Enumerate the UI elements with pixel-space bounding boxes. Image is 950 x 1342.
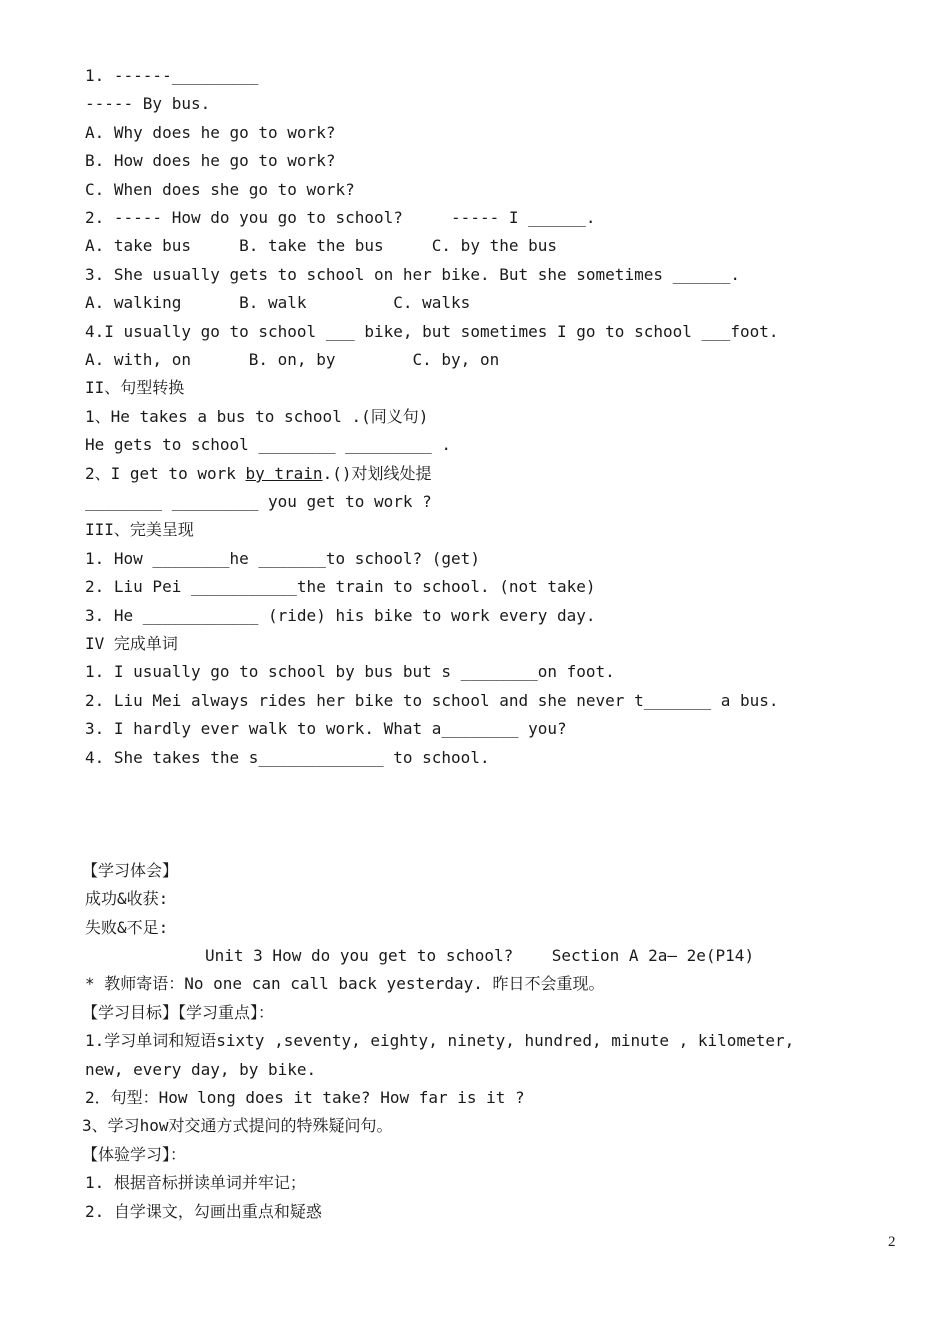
section-3-item-3: 3. He ____________ (ride) his bike to work every day. — [85, 606, 596, 625]
goal-1: 1.学习单词和短语sixty ,seventy, eighty, ninety, hundred, minute , kilometer, — [85, 1031, 795, 1050]
underlined-phrase: by train — [245, 464, 323, 483]
section-3-item-1: 1. How ________he _______to school? (get) — [85, 549, 480, 568]
goals-heading: 【学习目标】【学习重点】： — [82, 1003, 275, 1022]
page-number: 2 — [888, 1234, 896, 1250]
exercise-4: 4.I usually go to school ___ bike, but sometimes I go to school ___foot. — [85, 322, 779, 341]
section-2-item-2-suffix: .()对划线处提 — [322, 464, 432, 483]
reflection-failure: 失败&不足: — [85, 918, 169, 937]
exercise-2: 2. ----- How do you go to school? ----- I ______. — [85, 208, 596, 227]
exercise-1-option-b: B. How does he go to work? — [85, 151, 336, 170]
exercise-1-option-a: A. Why does he go to work? — [85, 123, 336, 142]
section-4-item-4: 4. She takes the s_____________ to school. — [85, 748, 490, 767]
section-2-item-1-blank: He gets to school ________ _________ . — [85, 435, 452, 454]
section-2-item-2-prefix: 2、I get to work — [85, 464, 246, 483]
section-2-item-1: 1、He takes a bus to school .(同义句) — [85, 407, 429, 426]
section-2-item-2 — [85, 464, 431, 484]
section-3-heading: III、完美呈现 — [85, 520, 194, 539]
exercise-1-answer: ----- By bus. — [85, 94, 211, 113]
experience-item-2: 2. 自学课文，勾画出重点和疑惑 — [85, 1202, 322, 1221]
goal-1-continued: new, every day, by bike. — [85, 1060, 317, 1079]
experience-heading: 【体验学习】： — [82, 1145, 187, 1164]
section-2-item-2-blank: ________ _________ you get to work ? — [85, 492, 432, 511]
teacher-note: * 教师寄语：No one can call back yesterday. 昨日不会重现。 — [85, 974, 605, 993]
exercise-1-option-c: C. When does she go to work? — [85, 180, 355, 199]
section-2-heading: II、句型转换 — [85, 378, 185, 397]
reflection-success: 成功&收获: — [85, 889, 169, 908]
section-4-item-3: 3. I hardly ever walk to work. What a________ you? — [85, 719, 567, 738]
goal-3: 3、学习how对交通方式提问的特殊疑问句。 — [82, 1116, 393, 1135]
goal-2: 2．句型：How long does it take? How far is it ? — [85, 1088, 525, 1107]
section-4-item-2: 2. Liu Mei always rides her bike to school and she never t_______ a bus. — [85, 691, 779, 710]
unit-header: Unit 3 How do you get to school? Section A 2a— 2e(P14) — [205, 946, 755, 965]
reflection-heading: 【学习体会】 — [82, 861, 179, 880]
section-4-item-1: 1. I usually go to school by bus but s ________on foot. — [85, 662, 615, 681]
exercise-3-options: A. walking B. walk C. walks — [85, 293, 471, 312]
exercise-3: 3. She usually gets to school on her bike. But she sometimes ______. — [85, 265, 741, 284]
exercise-2-options: A. take bus B. take the bus C. by the bus — [85, 236, 558, 255]
section-3-item-2: 2. Liu Pei ___________the train to school. (not take) — [85, 577, 596, 596]
exercise-1: 1. ------_________ — [85, 66, 259, 85]
section-4-heading: IV 完成单词 — [85, 634, 178, 653]
experience-item-1: 1. 根据音标拼读单词并牢记； — [85, 1173, 306, 1192]
exercise-4-options: A. with, on B. on, by C. by, on — [85, 350, 500, 369]
